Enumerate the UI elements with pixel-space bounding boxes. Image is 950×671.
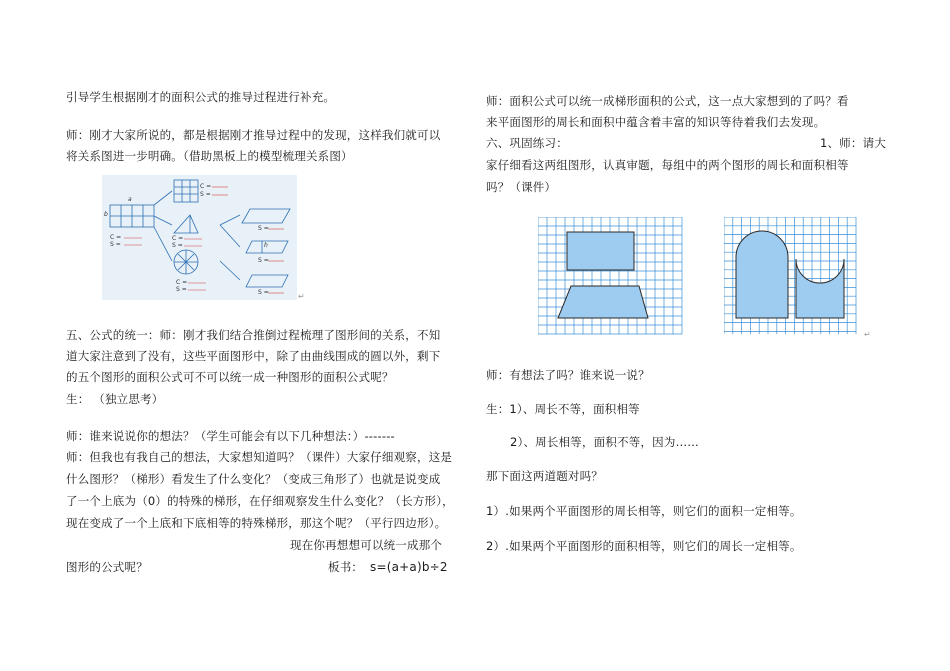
right-para-teacher-1a: 师：面积公式可以统一成梯形面积的公式，这一点大家想到的了吗？看	[486, 94, 849, 108]
blackboard-label: 板书：	[328, 560, 364, 574]
diagram-label-s2: S =	[200, 191, 211, 198]
left-para-unify-c: 的五个图形的面积公式可不可以统一成一种图形的面积公式呢？	[66, 370, 394, 384]
right-para-student-1: 生：1）、周长不等，面积相等	[486, 402, 640, 416]
right-para-teacher-2: 师：有想法了吗？谁来说一说？	[486, 368, 650, 382]
left-para-teacher-4a: 现在你再想想可以统一成那个	[290, 538, 443, 552]
diagram-label-s7: S =	[258, 289, 269, 296]
left-para-teacher-3b: 什么图形？（梯形）看发生了什么变化？（变成三角形了）也就是说变成	[66, 472, 441, 486]
diagram-label-s4: S =	[176, 286, 187, 293]
left-para-teacher-1b: 将关系图进一步明确。（借助黑板上的模型梳理关系图）	[66, 149, 353, 163]
right-para-exercise-start: 1、师：请大	[820, 136, 887, 150]
right-para-question: 那下面这两道题对吗？	[486, 469, 603, 483]
right-para-statement-1: 1）.如果两个平面图形的周长相等，则它们的面积一定相等。	[486, 504, 802, 518]
diagram-label-c2: C =	[200, 183, 212, 190]
arch-shape	[736, 231, 788, 318]
left-para-teacher-3d: 现在变成了一个上底和下底相等的特殊梯形，那这个呢？（平行四边形）。	[66, 516, 447, 530]
grid-figure-group-2	[724, 217, 859, 336]
diagram-label-b: b	[104, 211, 108, 218]
diagram-label-h: h	[264, 242, 268, 249]
left-para-teacher-3a: 师：但我也有我自己的想法，大家想知道吗？（课件）大家仔细观察，这是	[66, 450, 453, 464]
left-para-unify-a: 五、公式的统一：师：刚才我们结合推倒过程梳理了图形间的关系，不知	[66, 328, 441, 342]
diagram-label-c4: C =	[176, 279, 188, 286]
right-para-statement-2: 2）.如果两个平面图形的面积相等，则它们的周长一定相等。	[486, 539, 802, 553]
paragraph-mark-icon: ↵	[298, 292, 305, 301]
blackboard-formula: s=(a+a)b÷2	[370, 560, 448, 574]
diagram-label-c1: C =	[110, 234, 122, 241]
grid-figure-group-1	[538, 217, 683, 336]
right-para-exercise-c: 吗？（课件）	[486, 180, 557, 194]
right-section-title: 六、巩固练习：	[486, 136, 568, 150]
parallelogram-shape	[558, 286, 648, 318]
diagram-label-s1: S =	[110, 241, 121, 248]
diagram-label-s3: S =	[172, 242, 183, 249]
left-para-teacher-4b: 图形的公式呢？	[66, 560, 148, 574]
left-para-student: 生： （独立思考）	[66, 392, 164, 406]
right-para-student-2: 2）、周长相等，面积不等，因为……	[510, 435, 699, 449]
paragraph-mark-icon-2: ↵	[864, 330, 871, 339]
right-para-teacher-1b: 来平面图形的周长和面积中蕴含着丰富的知识等待着我们去发现。	[486, 115, 826, 129]
left-para-unify-b: 道大家注意到了没有，这些平面图形中，除了由曲线围成的圆以外，剩下	[66, 349, 441, 363]
diagram-label-s5: S =	[258, 225, 269, 232]
diagram-label-s6: S =	[258, 257, 269, 264]
right-para-exercise-b: 家仔细看这两组图形，认真审题，每组中的两个图形的周长和面积相等	[486, 158, 849, 172]
left-para-teacher-2: 师：谁来说说你的想法？（学生可能会有以下几种想法：）-------	[66, 429, 395, 443]
rectangle-shape	[567, 232, 634, 270]
left-para-teacher-1a: 师：刚才大家所说的，都是根据刚才推导过程中的发现，这样我们就可以	[66, 128, 441, 142]
diagram-label-a: a	[128, 196, 132, 203]
diagram-label-c3: C =	[172, 235, 184, 242]
shape-relationship-diagram	[102, 175, 297, 300]
left-para-intro: 引导学生根据刚才的面积公式的推导过程进行补充。	[66, 90, 336, 104]
left-para-teacher-3c: 了一个上底为（0）的特殊的梯形，在仔细观察发生什么变化？（长方形），	[66, 494, 454, 508]
